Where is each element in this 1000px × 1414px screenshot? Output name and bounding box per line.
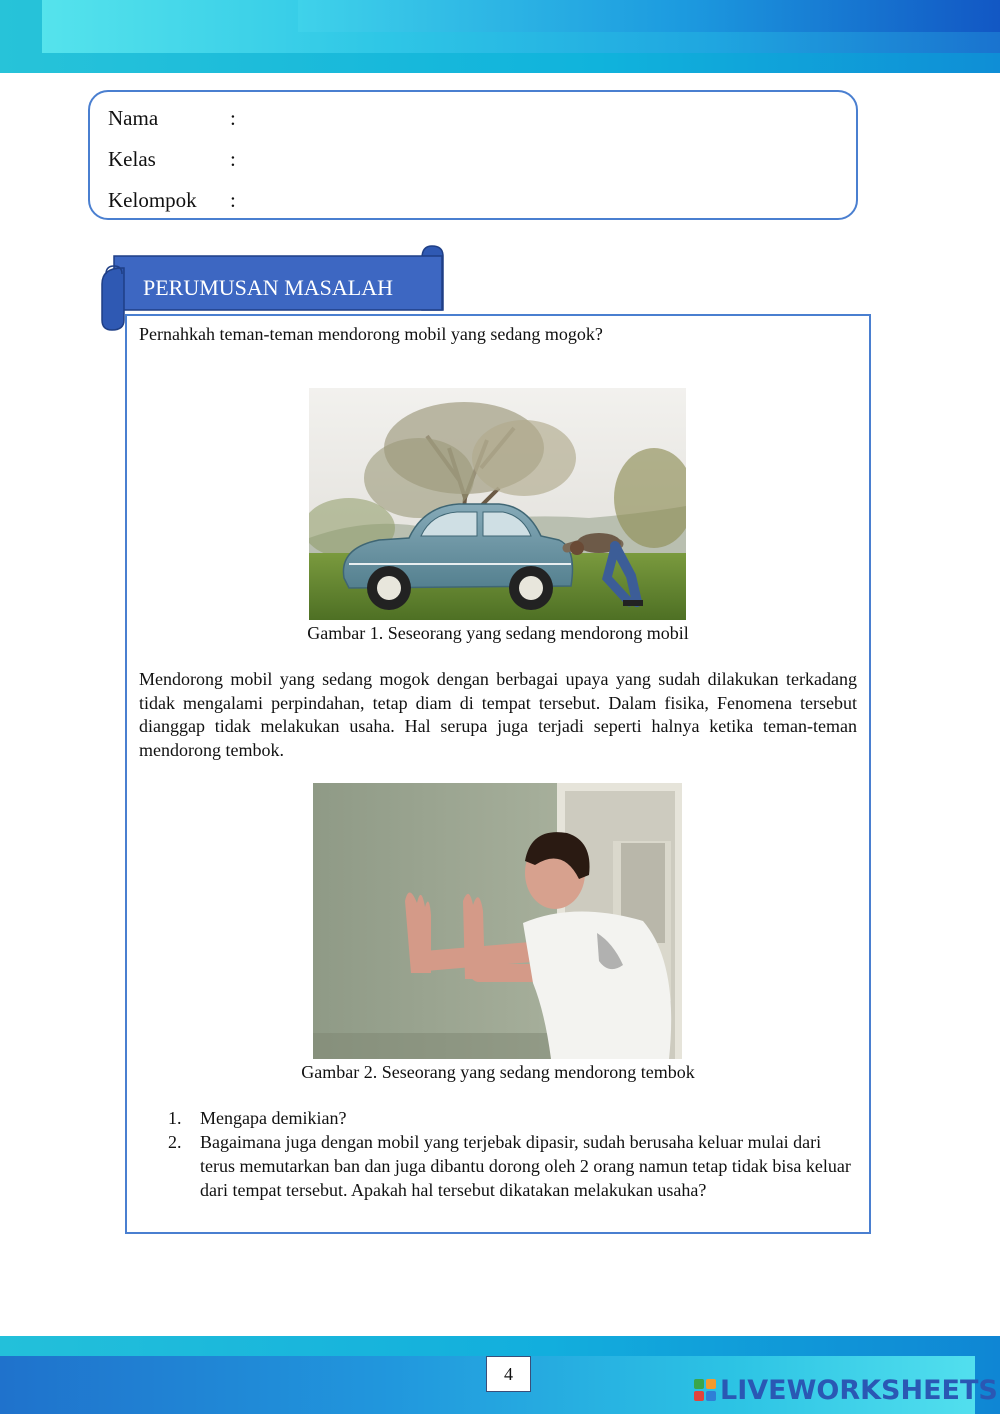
- question-number: 1.: [168, 1108, 182, 1128]
- figure1-caption: Gambar 1. Seseorang yang sedang mendorong mobil: [307, 623, 689, 643]
- identity-row-class: [108, 147, 236, 171]
- identity-row-name: [108, 106, 236, 130]
- question-text: Mengapa demikian?: [200, 1108, 347, 1128]
- question-item: [168, 1130, 858, 1202]
- field-label-group: Kelompok: [108, 188, 197, 212]
- figure2-caption: Gambar 2. Seseorang yang sedang mendorong tembok: [301, 1062, 695, 1082]
- identity-row-group: [108, 188, 236, 212]
- figure-wall-push-image: [313, 783, 682, 1059]
- brand-name: LIVEWORKSHEETS: [720, 1374, 998, 1406]
- question-number: 2.: [168, 1132, 182, 1152]
- header-band-strip: [298, 0, 1000, 32]
- liveworksheets-logo-icon: [694, 1379, 716, 1401]
- logo-tile-i: [706, 1379, 716, 1389]
- field-colon: :: [230, 106, 236, 130]
- field-colon: :: [230, 188, 236, 212]
- page-number: 4: [486, 1356, 531, 1392]
- intro-question: Pernahkah teman-teman mendorong mobil yang sedang mogok?: [139, 324, 603, 344]
- question-list: [168, 1106, 858, 1202]
- logo-tile-l: [694, 1379, 704, 1389]
- logo-tile-e: [706, 1391, 716, 1401]
- field-colon: :: [230, 147, 236, 171]
- body-paragraph: Mendorong mobil yang sedang mogok dengan berbagai upaya yang sudah dilakukan terkadang tidak mengalami perpindahan, tetap diam di tempat tersebut. Dalam fisika, Fenomena tersebut dianggap tidak melakukan usaha. Hal serupa juga terjadi seperti halnya ketika teman-teman mendorong tembok.: [139, 669, 857, 760]
- question-text: Bagaimana juga dengan mobil yang terjebak dipasir, sudah berusaha keluar mulai dari terus memutarkan ban dan juga dibantu dorong oleh 2 orang namun tetap tidak bisa keluar dari tempat tersebut. Apakah hal tersebut dikatakan melakukan usaha?: [200, 1132, 851, 1200]
- question-item: [168, 1106, 858, 1130]
- logo-tile-v: [694, 1391, 704, 1401]
- field-label-name: Nama: [108, 106, 159, 130]
- field-label-class: Kelas: [108, 147, 156, 171]
- liveworksheets-brand: [694, 1373, 998, 1407]
- figure-car-push-image: [309, 388, 686, 620]
- banner-title: PERUMUSAN MASALAH: [143, 275, 393, 300]
